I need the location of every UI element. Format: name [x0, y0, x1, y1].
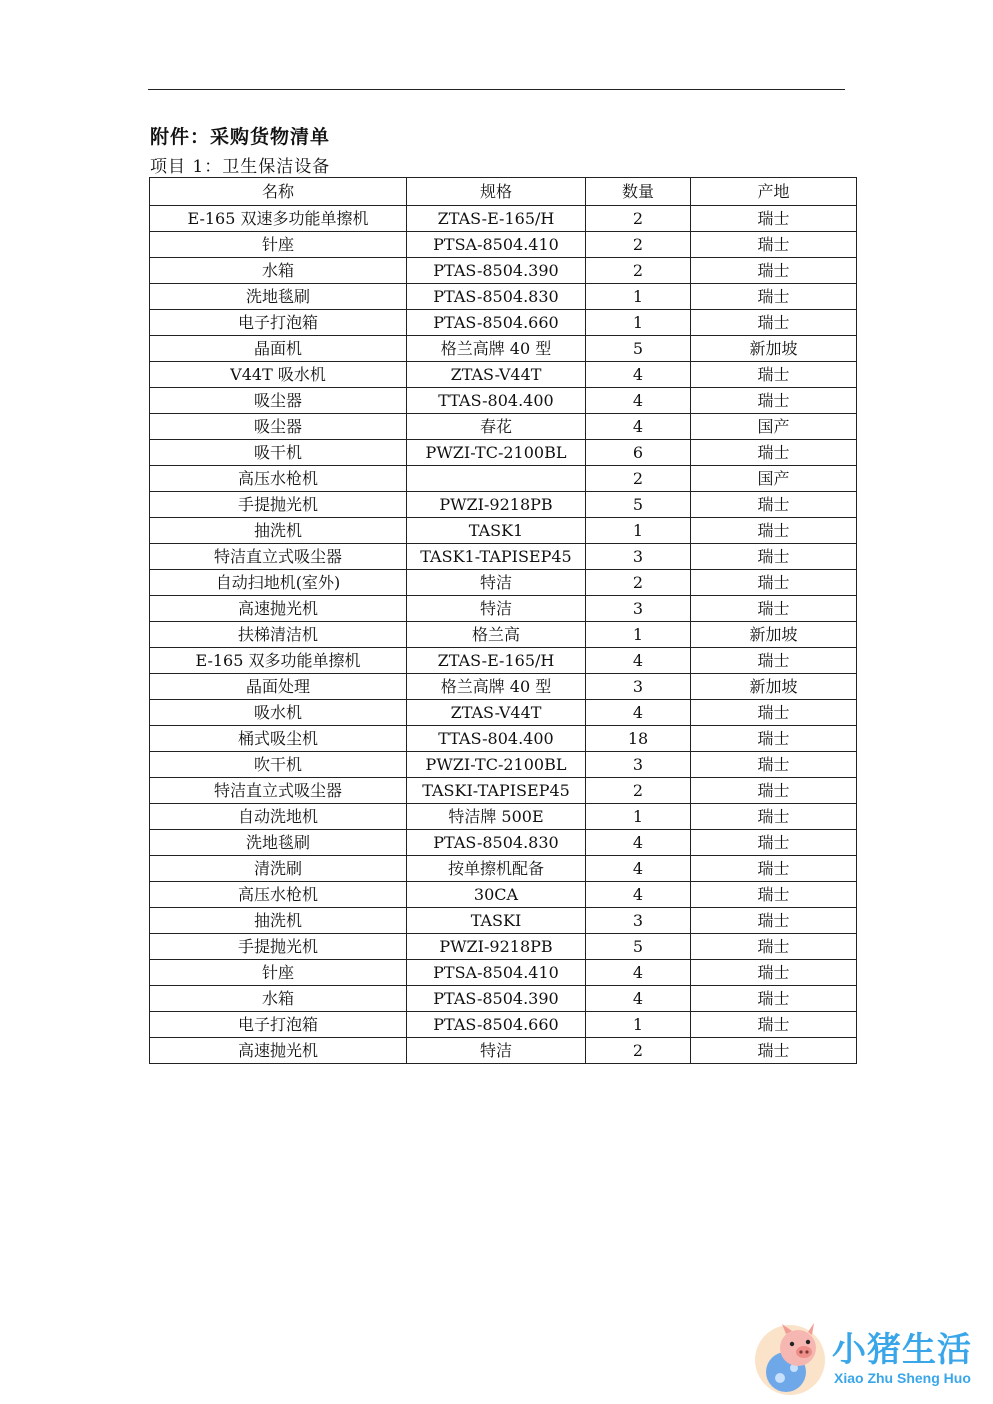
cell-origin: 瑞士 [691, 570, 857, 596]
cell-spec: TTAS-804.400 [407, 726, 586, 752]
table-header-row [150, 178, 857, 206]
cell-spec: TASKI-TAPISEP45 [407, 778, 586, 804]
cell-name: 自动扫地机(室外) [150, 570, 407, 596]
cell-origin: 瑞士 [691, 726, 857, 752]
cell-origin: 瑞士 [691, 856, 857, 882]
table-row [150, 908, 857, 934]
cell-quantity: 4 [586, 882, 691, 908]
cell-quantity: 1 [586, 622, 691, 648]
cell-quantity: 4 [586, 830, 691, 856]
cell-origin: 国产 [691, 466, 857, 492]
cell-name: 吹干机 [150, 752, 407, 778]
cell-quantity: 2 [586, 206, 691, 232]
header-origin: 产地 [691, 178, 857, 206]
cell-origin: 瑞士 [691, 206, 857, 232]
cell-name: 高速抛光机 [150, 596, 407, 622]
cell-name: 洗地毯刷 [150, 830, 407, 856]
cell-spec: TASK1-TAPISEP45 [407, 544, 586, 570]
cell-quantity: 3 [586, 544, 691, 570]
cell-origin: 瑞士 [691, 934, 857, 960]
cell-spec: PTAS-8504.660 [407, 1012, 586, 1038]
cell-quantity: 5 [586, 934, 691, 960]
cell-name: 水箱 [150, 986, 407, 1012]
cell-spec: PWZI-TC-2100BL [407, 752, 586, 778]
cell-quantity: 5 [586, 492, 691, 518]
cell-origin: 瑞士 [691, 830, 857, 856]
header-quantity: 数量 [586, 178, 691, 206]
cell-origin: 瑞士 [691, 960, 857, 986]
table-row [150, 648, 857, 674]
cell-spec: TASK1 [407, 518, 586, 544]
cell-spec: ZTAS-E-165/H [407, 206, 586, 232]
cell-name: 洗地毯刷 [150, 284, 407, 310]
table-row [150, 388, 857, 414]
cell-spec: 特洁 [407, 596, 586, 622]
cell-quantity: 3 [586, 752, 691, 778]
cell-name: E-165 双多功能单擦机 [150, 648, 407, 674]
cell-quantity: 1 [586, 804, 691, 830]
cell-name: 吸干机 [150, 440, 407, 466]
table-row [150, 284, 857, 310]
cell-quantity: 4 [586, 986, 691, 1012]
cell-origin: 瑞士 [691, 518, 857, 544]
cell-spec: PTAS-8504.390 [407, 986, 586, 1012]
cell-name: E-165 双速多功能单擦机 [150, 206, 407, 232]
cell-origin: 瑞士 [691, 882, 857, 908]
cell-spec: PWZI-TC-2100BL [407, 440, 586, 466]
cell-spec: 按单擦机配备 [407, 856, 586, 882]
cell-name: 高速抛光机 [150, 1038, 407, 1064]
table-row [150, 882, 857, 908]
cell-quantity: 2 [586, 466, 691, 492]
cell-spec: TTAS-804.400 [407, 388, 586, 414]
table-row [150, 1038, 857, 1064]
table-row [150, 700, 857, 726]
cell-name: 晶面处理 [150, 674, 407, 700]
table-row [150, 596, 857, 622]
cell-spec: ZTAS-V44T [407, 362, 586, 388]
cell-origin: 瑞士 [691, 908, 857, 934]
table-row [150, 674, 857, 700]
cell-quantity: 4 [586, 388, 691, 414]
cell-origin: 新加坡 [691, 336, 857, 362]
cell-origin: 瑞士 [691, 752, 857, 778]
cell-spec: PTAS-8504.830 [407, 830, 586, 856]
cell-origin: 瑞士 [691, 804, 857, 830]
cell-origin: 瑞士 [691, 700, 857, 726]
cell-spec: 特洁 [407, 570, 586, 596]
table-row [150, 856, 857, 882]
cell-name: 水箱 [150, 258, 407, 284]
watermark-title: 小猪生活 [832, 1330, 972, 1370]
cell-spec: TASKI [407, 908, 586, 934]
cell-name: 抽洗机 [150, 518, 407, 544]
cell-origin: 新加坡 [691, 622, 857, 648]
cell-origin: 瑞士 [691, 1012, 857, 1038]
cell-name: 手提抛光机 [150, 934, 407, 960]
table-row [150, 466, 857, 492]
document-subtitle: 项目 1：卫生保洁设备 [150, 157, 331, 177]
cell-spec: 格兰高 [407, 622, 586, 648]
cell-origin: 瑞士 [691, 388, 857, 414]
cell-origin: 瑞士 [691, 1038, 857, 1064]
pig-mascot-icon [752, 1320, 828, 1396]
cell-origin: 瑞士 [691, 596, 857, 622]
table-row [150, 232, 857, 258]
cell-quantity: 1 [586, 284, 691, 310]
table-row [150, 206, 857, 232]
cell-spec: ZTAS-E-165/H [407, 648, 586, 674]
cell-name: 特洁直立式吸尘器 [150, 778, 407, 804]
cell-origin: 国产 [691, 414, 857, 440]
cell-name: 针座 [150, 232, 407, 258]
cell-quantity: 4 [586, 856, 691, 882]
cell-quantity: 2 [586, 570, 691, 596]
table-row [150, 752, 857, 778]
cell-quantity: 3 [586, 596, 691, 622]
cell-quantity: 2 [586, 778, 691, 804]
cell-name: 吸尘器 [150, 388, 407, 414]
cell-name: V44T 吸水机 [150, 362, 407, 388]
cell-name: 电子打泡箱 [150, 310, 407, 336]
document-title: 附件：采购货物清单 [150, 126, 331, 148]
cell-origin: 瑞士 [691, 492, 857, 518]
cell-name: 抽洗机 [150, 908, 407, 934]
cell-name: 针座 [150, 960, 407, 986]
cell-spec: 春花 [407, 414, 586, 440]
cell-spec: PTSA-8504.410 [407, 960, 586, 986]
cell-spec: 格兰高牌 40 型 [407, 674, 586, 700]
cell-origin: 瑞士 [691, 440, 857, 466]
cell-spec: PTAS-8504.660 [407, 310, 586, 336]
cell-quantity: 1 [586, 1012, 691, 1038]
table-row [150, 934, 857, 960]
table-row [150, 544, 857, 570]
table-row [150, 804, 857, 830]
table-row [150, 960, 857, 986]
table-row [150, 440, 857, 466]
cell-spec [407, 466, 586, 492]
cell-name: 清洗刷 [150, 856, 407, 882]
cell-quantity: 4 [586, 362, 691, 388]
cell-spec: PTSA-8504.410 [407, 232, 586, 258]
cell-name: 高压水枪机 [150, 882, 407, 908]
cell-name: 自动洗地机 [150, 804, 407, 830]
cell-name: 吸尘器 [150, 414, 407, 440]
cell-name: 特洁直立式吸尘器 [150, 544, 407, 570]
cell-quantity: 5 [586, 336, 691, 362]
cell-spec: 特洁 [407, 1038, 586, 1064]
header-name: 名称 [150, 178, 407, 206]
cell-name: 桶式吸尘机 [150, 726, 407, 752]
table-body [150, 206, 857, 1064]
table-row [150, 336, 857, 362]
cell-quantity: 2 [586, 1038, 691, 1064]
cell-name: 扶梯清洁机 [150, 622, 407, 648]
cell-spec: PTAS-8504.390 [407, 258, 586, 284]
cell-origin: 瑞士 [691, 258, 857, 284]
cell-spec: ZTAS-V44T [407, 700, 586, 726]
cell-name: 吸水机 [150, 700, 407, 726]
cell-name: 高压水枪机 [150, 466, 407, 492]
cell-quantity: 18 [586, 726, 691, 752]
table-row [150, 778, 857, 804]
cell-origin: 瑞士 [691, 648, 857, 674]
cell-spec: 格兰高牌 40 型 [407, 336, 586, 362]
cell-origin: 瑞士 [691, 310, 857, 336]
cell-origin: 瑞士 [691, 232, 857, 258]
cell-spec: 特洁牌 500E [407, 804, 586, 830]
watermark-subtitle: Xiao Zhu Sheng Huo [834, 1370, 971, 1386]
table-row [150, 622, 857, 648]
cell-origin: 瑞士 [691, 544, 857, 570]
table-row [150, 1012, 857, 1038]
cell-spec: PWZI-9218PB [407, 934, 586, 960]
cell-spec: PTAS-8504.830 [407, 284, 586, 310]
cell-spec: 30CA [407, 882, 586, 908]
cell-origin: 瑞士 [691, 778, 857, 804]
cell-spec: PWZI-9218PB [407, 492, 586, 518]
header-spec: 规格 [407, 178, 586, 206]
cell-name: 手提抛光机 [150, 492, 407, 518]
table-row [150, 310, 857, 336]
cell-name: 晶面机 [150, 336, 407, 362]
cell-quantity: 2 [586, 232, 691, 258]
cell-quantity: 3 [586, 908, 691, 934]
cell-quantity: 4 [586, 960, 691, 986]
table-row [150, 518, 857, 544]
cell-quantity: 6 [586, 440, 691, 466]
cell-origin: 瑞士 [691, 284, 857, 310]
table-row [150, 986, 857, 1012]
cell-quantity: 4 [586, 648, 691, 674]
cell-quantity: 2 [586, 258, 691, 284]
table-row [150, 726, 857, 752]
cell-origin: 瑞士 [691, 362, 857, 388]
table-row [150, 414, 857, 440]
cell-quantity: 4 [586, 700, 691, 726]
table-row [150, 362, 857, 388]
cell-quantity: 1 [586, 518, 691, 544]
watermark [750, 1318, 990, 1398]
goods-table [149, 177, 857, 1064]
table-row [150, 492, 857, 518]
table-row [150, 570, 857, 596]
table-row [150, 830, 857, 856]
table-row [150, 258, 857, 284]
cell-quantity: 3 [586, 674, 691, 700]
cell-origin: 瑞士 [691, 986, 857, 1012]
header-rule [148, 89, 845, 90]
cell-origin: 新加坡 [691, 674, 857, 700]
cell-quantity: 1 [586, 310, 691, 336]
cell-name: 电子打泡箱 [150, 1012, 407, 1038]
cell-quantity: 4 [586, 414, 691, 440]
